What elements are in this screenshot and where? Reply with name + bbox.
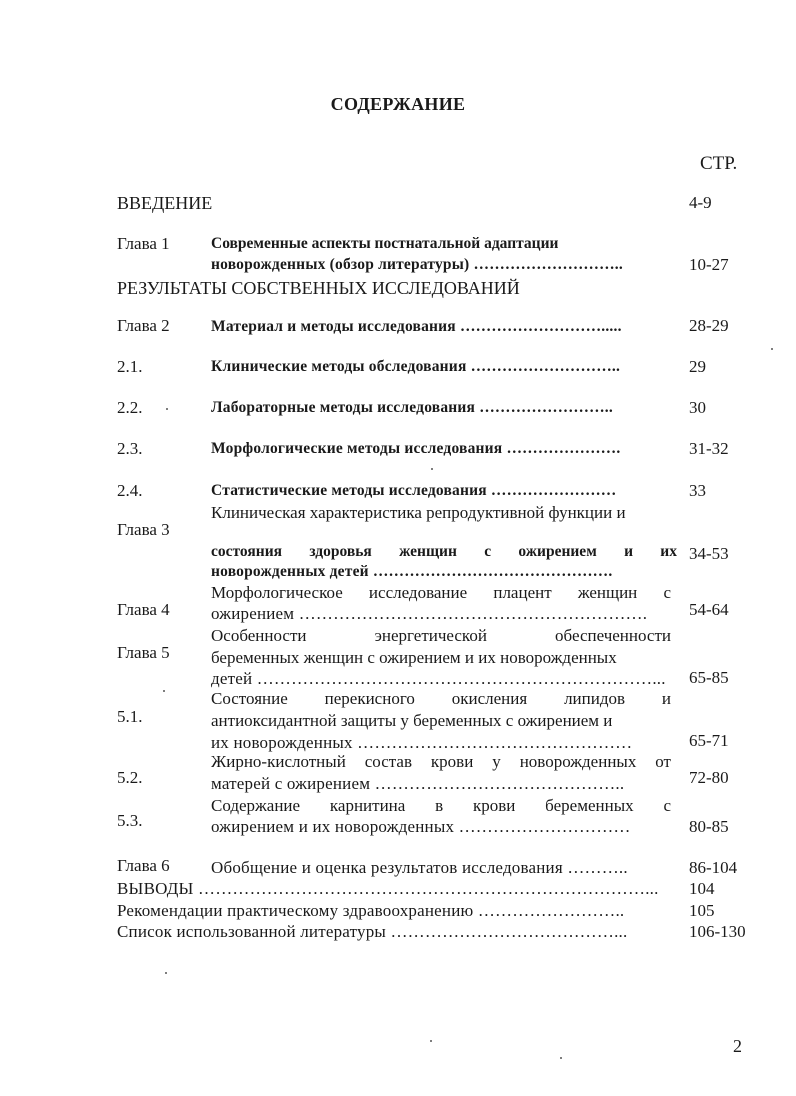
toc-s52-label: 5.2. (117, 768, 143, 787)
toc-ch6-title[interactable]: Обобщение и оценка результатов исследования ……….. (211, 858, 628, 877)
toc-ch5-label: Глава 5 (117, 643, 170, 662)
toc-s24-label: 2.4. (117, 481, 143, 500)
toc-s52-title-line2[interactable]: матерей с ожирением …………………………………….. (211, 774, 625, 793)
toc-s51-page: 65-71 (689, 731, 729, 750)
toc-s23-label: 2.3. (117, 439, 143, 458)
toc-s24-title[interactable]: Статистические методы исследования …………………… (211, 482, 617, 499)
toc-ch6-page: 86-104 (689, 858, 738, 877)
toc-s24-page: 33 (689, 481, 706, 500)
toc-recommendations-page: 105 (689, 901, 715, 920)
toc-ch3-label: Глава 3 (117, 520, 170, 539)
page-number: 2 (733, 1036, 742, 1056)
scan-speck (430, 1040, 432, 1042)
toc-s23-page: 31-32 (689, 439, 729, 458)
toc-s51-label: 5.1. (117, 707, 143, 726)
toc-ch1-label: Глава 1 (117, 234, 170, 253)
toc-s53-title-line2[interactable]: ожирением и их новорожденных ………………………… (211, 817, 631, 836)
toc-ch3-title-line1[interactable]: Клиническая характеристика репродуктивной функции и (211, 503, 626, 522)
toc-conclusions-title[interactable]: ВЫВОДЫ ……………………………………………………………………... (117, 879, 659, 898)
toc-ch6-label: Глава 6 (117, 856, 170, 875)
toc-s52-page: 72-80 (689, 768, 729, 787)
toc-s51-title-line2[interactable]: антиоксидантной защиты у беременных с ожирением и (211, 711, 613, 730)
toc-s22-page: 30 (689, 398, 706, 417)
toc-ch2-label: Глава 2 (117, 316, 170, 335)
toc-ch4-title-line1[interactable]: Морфологическое исследование плацент женщин с (211, 583, 671, 602)
toc-ch4-title-line2[interactable]: ожирением ……………………………………………………. (211, 604, 648, 623)
toc-ch3-title-line2[interactable]: состояния здоровья женщин с ожирением и их (211, 543, 677, 560)
scan-speck (165, 972, 167, 974)
toc-s53-page: 80-85 (689, 817, 729, 836)
toc-ch5-title-line3[interactable]: детей ……………………………………………………………... (211, 669, 666, 688)
toc-s51-title-line1[interactable]: Состояние перекисного окисления липидов и (211, 689, 671, 708)
toc-recommendations-title[interactable]: Рекомендации практическому здравоохранению …………………….. (117, 901, 625, 920)
scan-speck (163, 690, 165, 692)
toc-s51-title-line3[interactable]: их новорожденных ………………………………………… (211, 733, 633, 752)
toc-ch5-title-line2[interactable]: беременных женщин с ожирением и их новорожденных (211, 648, 617, 667)
toc-ch3-title-line3[interactable]: новорожденных детей ………………………………………. (211, 563, 613, 580)
toc-references-page: 106-130 (689, 922, 746, 941)
toc-s21-page: 29 (689, 357, 706, 376)
toc-references-title[interactable]: Список использованной литературы …………………………………... (117, 922, 628, 941)
toc-conclusions-page: 104 (689, 879, 715, 898)
toc-results-heading[interactable]: РЕЗУЛЬТАТЫ СОБСТВЕННЫХ ИССЛЕДОВАНИЙ (117, 278, 520, 298)
toc-ch5-page: 65-85 (689, 668, 729, 687)
toc-s53-title-line1[interactable]: Содержание карнитина в крови беременных с (211, 796, 671, 815)
page-title: СОДЕРЖАНИЕ (330, 94, 466, 114)
scan-speck (431, 468, 433, 470)
toc-s52-title-line1[interactable]: Жирно-кислотный состав крови у новорожденных от (211, 752, 671, 771)
toc-ch4-page: 54-64 (689, 600, 729, 619)
scan-speck (560, 1057, 562, 1059)
toc-s53-label: 5.3. (117, 811, 143, 830)
toc-intro-title[interactable]: ВВЕДЕНИЕ (117, 193, 213, 213)
toc-s23-title[interactable]: Морфологические методы исследования …………………. (211, 440, 621, 457)
toc-ch1-page: 10-27 (689, 255, 729, 274)
toc-s22-title[interactable]: Лабораторные методы исследования …………………….. (211, 399, 613, 416)
toc-intro-page: 4-9 (689, 193, 712, 212)
page-column-header: СТР. (700, 153, 738, 174)
toc-ch3-page: 34-53 (689, 544, 729, 563)
toc-ch4-label: Глава 4 (117, 600, 170, 619)
toc-ch2-title[interactable]: Материал и методы исследования ………………………..... (211, 318, 622, 335)
toc-ch5-title-line1[interactable]: Особенности энергетической обеспеченности (211, 626, 671, 645)
scan-speck (771, 348, 773, 350)
toc-ch1-title-line1[interactable]: Современные аспекты постнатальной адаптации (211, 235, 559, 252)
toc-s21-label: 2.1. (117, 357, 143, 376)
toc-s21-title[interactable]: Клинические методы обследования ……………………….. (211, 358, 621, 375)
toc-ch1-title-line2[interactable]: новорожденных (обзор литературы) ……………………….. (211, 256, 623, 273)
toc-s22-label: 2.2. (117, 398, 143, 417)
toc-ch2-page: 28-29 (689, 316, 729, 335)
scan-speck (166, 408, 168, 410)
